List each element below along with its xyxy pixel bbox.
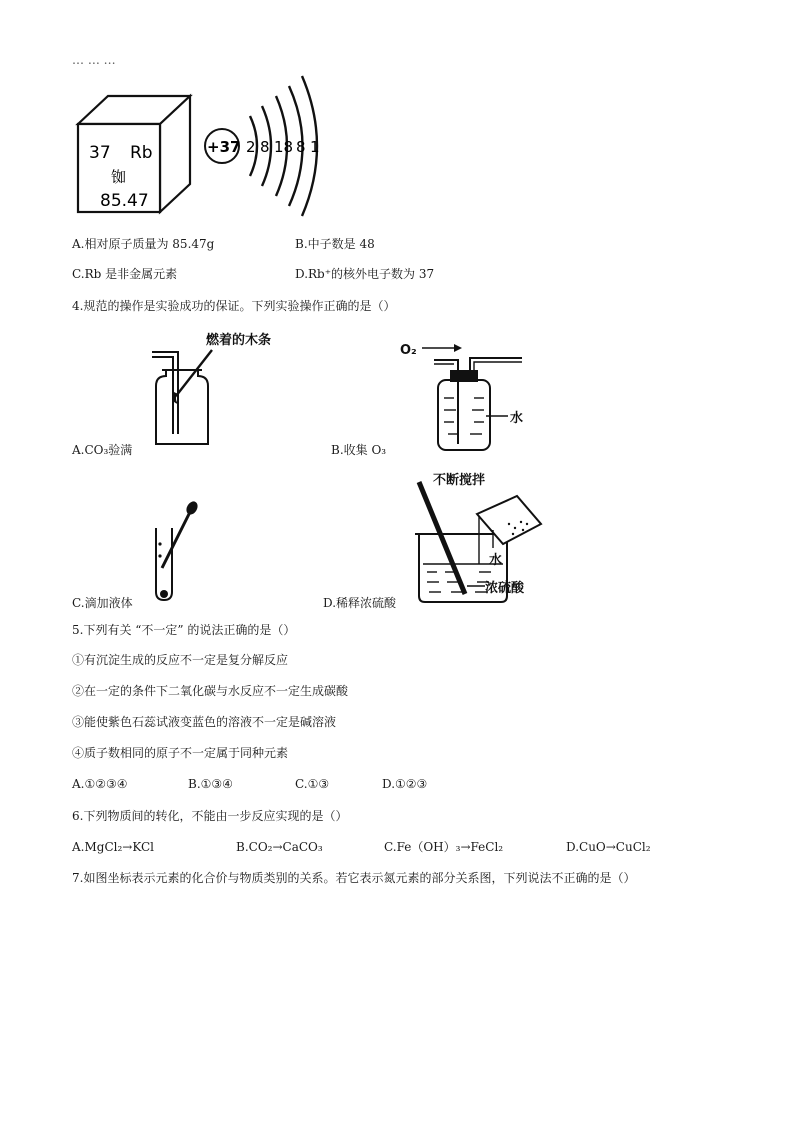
- stir-label: 不断搅拌: [433, 473, 486, 488]
- figure-b-collect-o2: [398, 336, 538, 454]
- q3-option-a[interactable]: A.相对原子质量为 85.47g: [72, 237, 215, 251]
- q6-stem: 6.下列物质间的转化，不能由一步反应实现的是（）: [72, 809, 348, 823]
- q5-option-c[interactable]: C.①③: [295, 777, 330, 791]
- q5-option-a[interactable]: A.①②③④: [72, 777, 128, 791]
- rubidium-figure: [70, 66, 330, 218]
- q4-caption-a[interactable]: A.CO₃验满: [72, 443, 133, 457]
- q5-option-d[interactable]: D.①②③: [382, 777, 428, 791]
- shell-1-electrons: 2: [246, 138, 256, 156]
- q3-option-b[interactable]: B.中子数是 48: [295, 237, 375, 251]
- water-label-d: 水: [489, 553, 503, 568]
- q4-caption-b[interactable]: B.收集 O₃: [331, 443, 387, 457]
- figure-a-co2-test: [140, 326, 300, 450]
- element-mass: 85.47: [100, 191, 149, 211]
- q3-option-c[interactable]: C.Rb 是非金属元素: [72, 267, 178, 281]
- q7-stem: 7.如图坐标表示元素的化合价与物质类别的关系。若它表示氮元素的部分关系图，下列说法不正确的是（）: [72, 871, 636, 885]
- q5-statement-2: ②在一定的条件下二氧化碳与水反应不一定生成碳酸: [72, 684, 349, 698]
- q4-caption-d[interactable]: D.稀释浓硫酸: [323, 596, 397, 610]
- q6-option-a[interactable]: A.MgCl₂→KCl: [72, 840, 154, 854]
- q5-stem: 5.下列有关 “不一定” 的说法正确的是（）: [72, 623, 296, 637]
- q6-option-c[interactable]: C.Fe（OH）₃→FeCl₂: [384, 840, 504, 854]
- nucleus-charge: +37: [207, 138, 241, 156]
- burning-stick-label: 燃着的木条: [206, 333, 272, 348]
- water-label-b: 水: [510, 411, 524, 426]
- shell-4-electrons: 8: [296, 138, 306, 156]
- element-number: 37: [89, 143, 111, 163]
- shell-5-electrons: 1: [310, 138, 320, 156]
- element-symbol: Rb: [130, 143, 153, 163]
- figure-d-dilute-acid: [405, 468, 555, 608]
- q5-statement-3: ③能使紫色石蕊试液变蓝色的溶液不一定是碱溶液: [72, 715, 337, 729]
- acid-label: 浓硫酸: [485, 581, 525, 596]
- shell-2-electrons: 8: [260, 138, 270, 156]
- q6-option-b[interactable]: B.CO₂→CaCO₃: [236, 840, 323, 854]
- q5-statement-1: ①有沉淀生成的反应不一定是复分解反应: [72, 653, 289, 667]
- q5-option-b[interactable]: B.①③④: [188, 777, 233, 791]
- shell-3-electrons: 18: [274, 138, 294, 156]
- q4-caption-c[interactable]: C.滴加液体: [72, 596, 133, 610]
- element-name: 铷: [111, 168, 127, 186]
- q5-statement-4: ④质子数相同的原子不一定属于同种元素: [72, 746, 289, 760]
- figure-c-dropping-liquid: [146, 498, 206, 602]
- q3-option-d[interactable]: D.Rb⁺的核外电子数为 37: [295, 267, 435, 281]
- q4-stem: 4.规范的操作是实验成功的保证。下列实验操作正确的是（）: [72, 299, 396, 313]
- q6-option-d[interactable]: D.CuO→CuCl₂: [566, 840, 651, 854]
- header-fragment: … … …: [72, 53, 116, 67]
- oxygen-label: O₂: [400, 343, 417, 358]
